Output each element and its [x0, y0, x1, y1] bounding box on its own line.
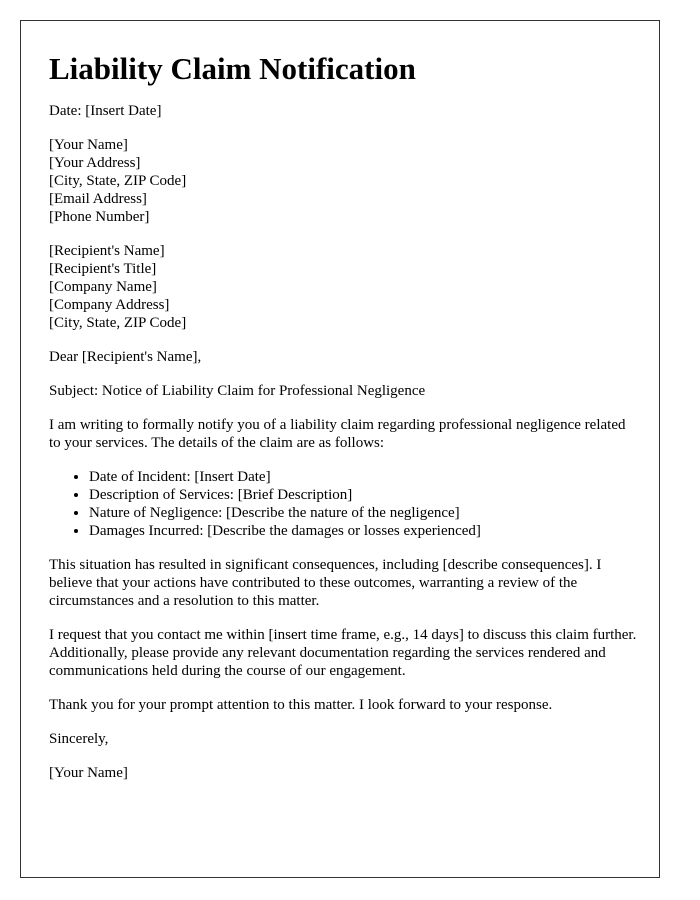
date-line: Date: [Insert Date]: [49, 103, 162, 119]
sender-email: [Email Address]: [49, 191, 147, 207]
claim-details-list: [49, 468, 639, 540]
recipient-address: [Company Address]: [49, 297, 170, 313]
closing: Sincerely,: [49, 731, 109, 747]
recipient-city: [City, State, ZIP Code]: [49, 315, 187, 331]
intro-paragraph: I am writing to formally notify you of a liability claim regarding professional negligence related to your services. The details of the claim are as follows:: [49, 417, 626, 451]
recipient-block: [49, 242, 639, 332]
detail-item-damages: • Damages Incurred: [Describe the damages or losses experienced]: [89, 522, 639, 540]
letter-content: [49, 51, 639, 798]
recipient-title: [Recipient's Title]: [49, 261, 157, 277]
sender-name: [Your Name]: [49, 137, 128, 153]
detail-item-incident-date: • Date of Incident: [Insert Date]: [89, 468, 639, 486]
signature: [Your Name]: [49, 765, 128, 781]
letter-title: Liability Claim Notification: [49, 51, 416, 86]
letter-page: [20, 20, 660, 878]
recipient-name: [Recipient's Name]: [49, 243, 165, 259]
sender-address: [Your Address]: [49, 155, 141, 171]
consequences-paragraph: This situation has resulted in significant consequences, including [describe consequences]. I believe that your actions have contributed to these outcomes, warranting a review of the circumstances and a resolution to this matter.: [49, 557, 602, 609]
detail-item-services: • Description of Services: [Brief Description]: [89, 486, 639, 504]
request-paragraph: I request that you contact me within [insert time frame, e.g., 14 days] to discuss this claim further. Additionally, please provide any relevant documentation regarding the services rendered and communications held during the course of our engagement.: [49, 627, 637, 679]
salutation: Dear [Recipient's Name],: [49, 349, 202, 365]
sender-phone: [Phone Number]: [49, 209, 150, 225]
thanks-paragraph: Thank you for your prompt attention to this matter. I look forward to your response.: [49, 697, 553, 713]
recipient-company: [Company Name]: [49, 279, 157, 295]
sender-block: [49, 136, 639, 226]
detail-item-negligence: • Nature of Negligence: [Describe the nature of the negligence]: [89, 504, 639, 522]
subject-line: Subject: Notice of Liability Claim for Professional Negligence: [49, 383, 426, 399]
sender-city: [City, State, ZIP Code]: [49, 173, 187, 189]
